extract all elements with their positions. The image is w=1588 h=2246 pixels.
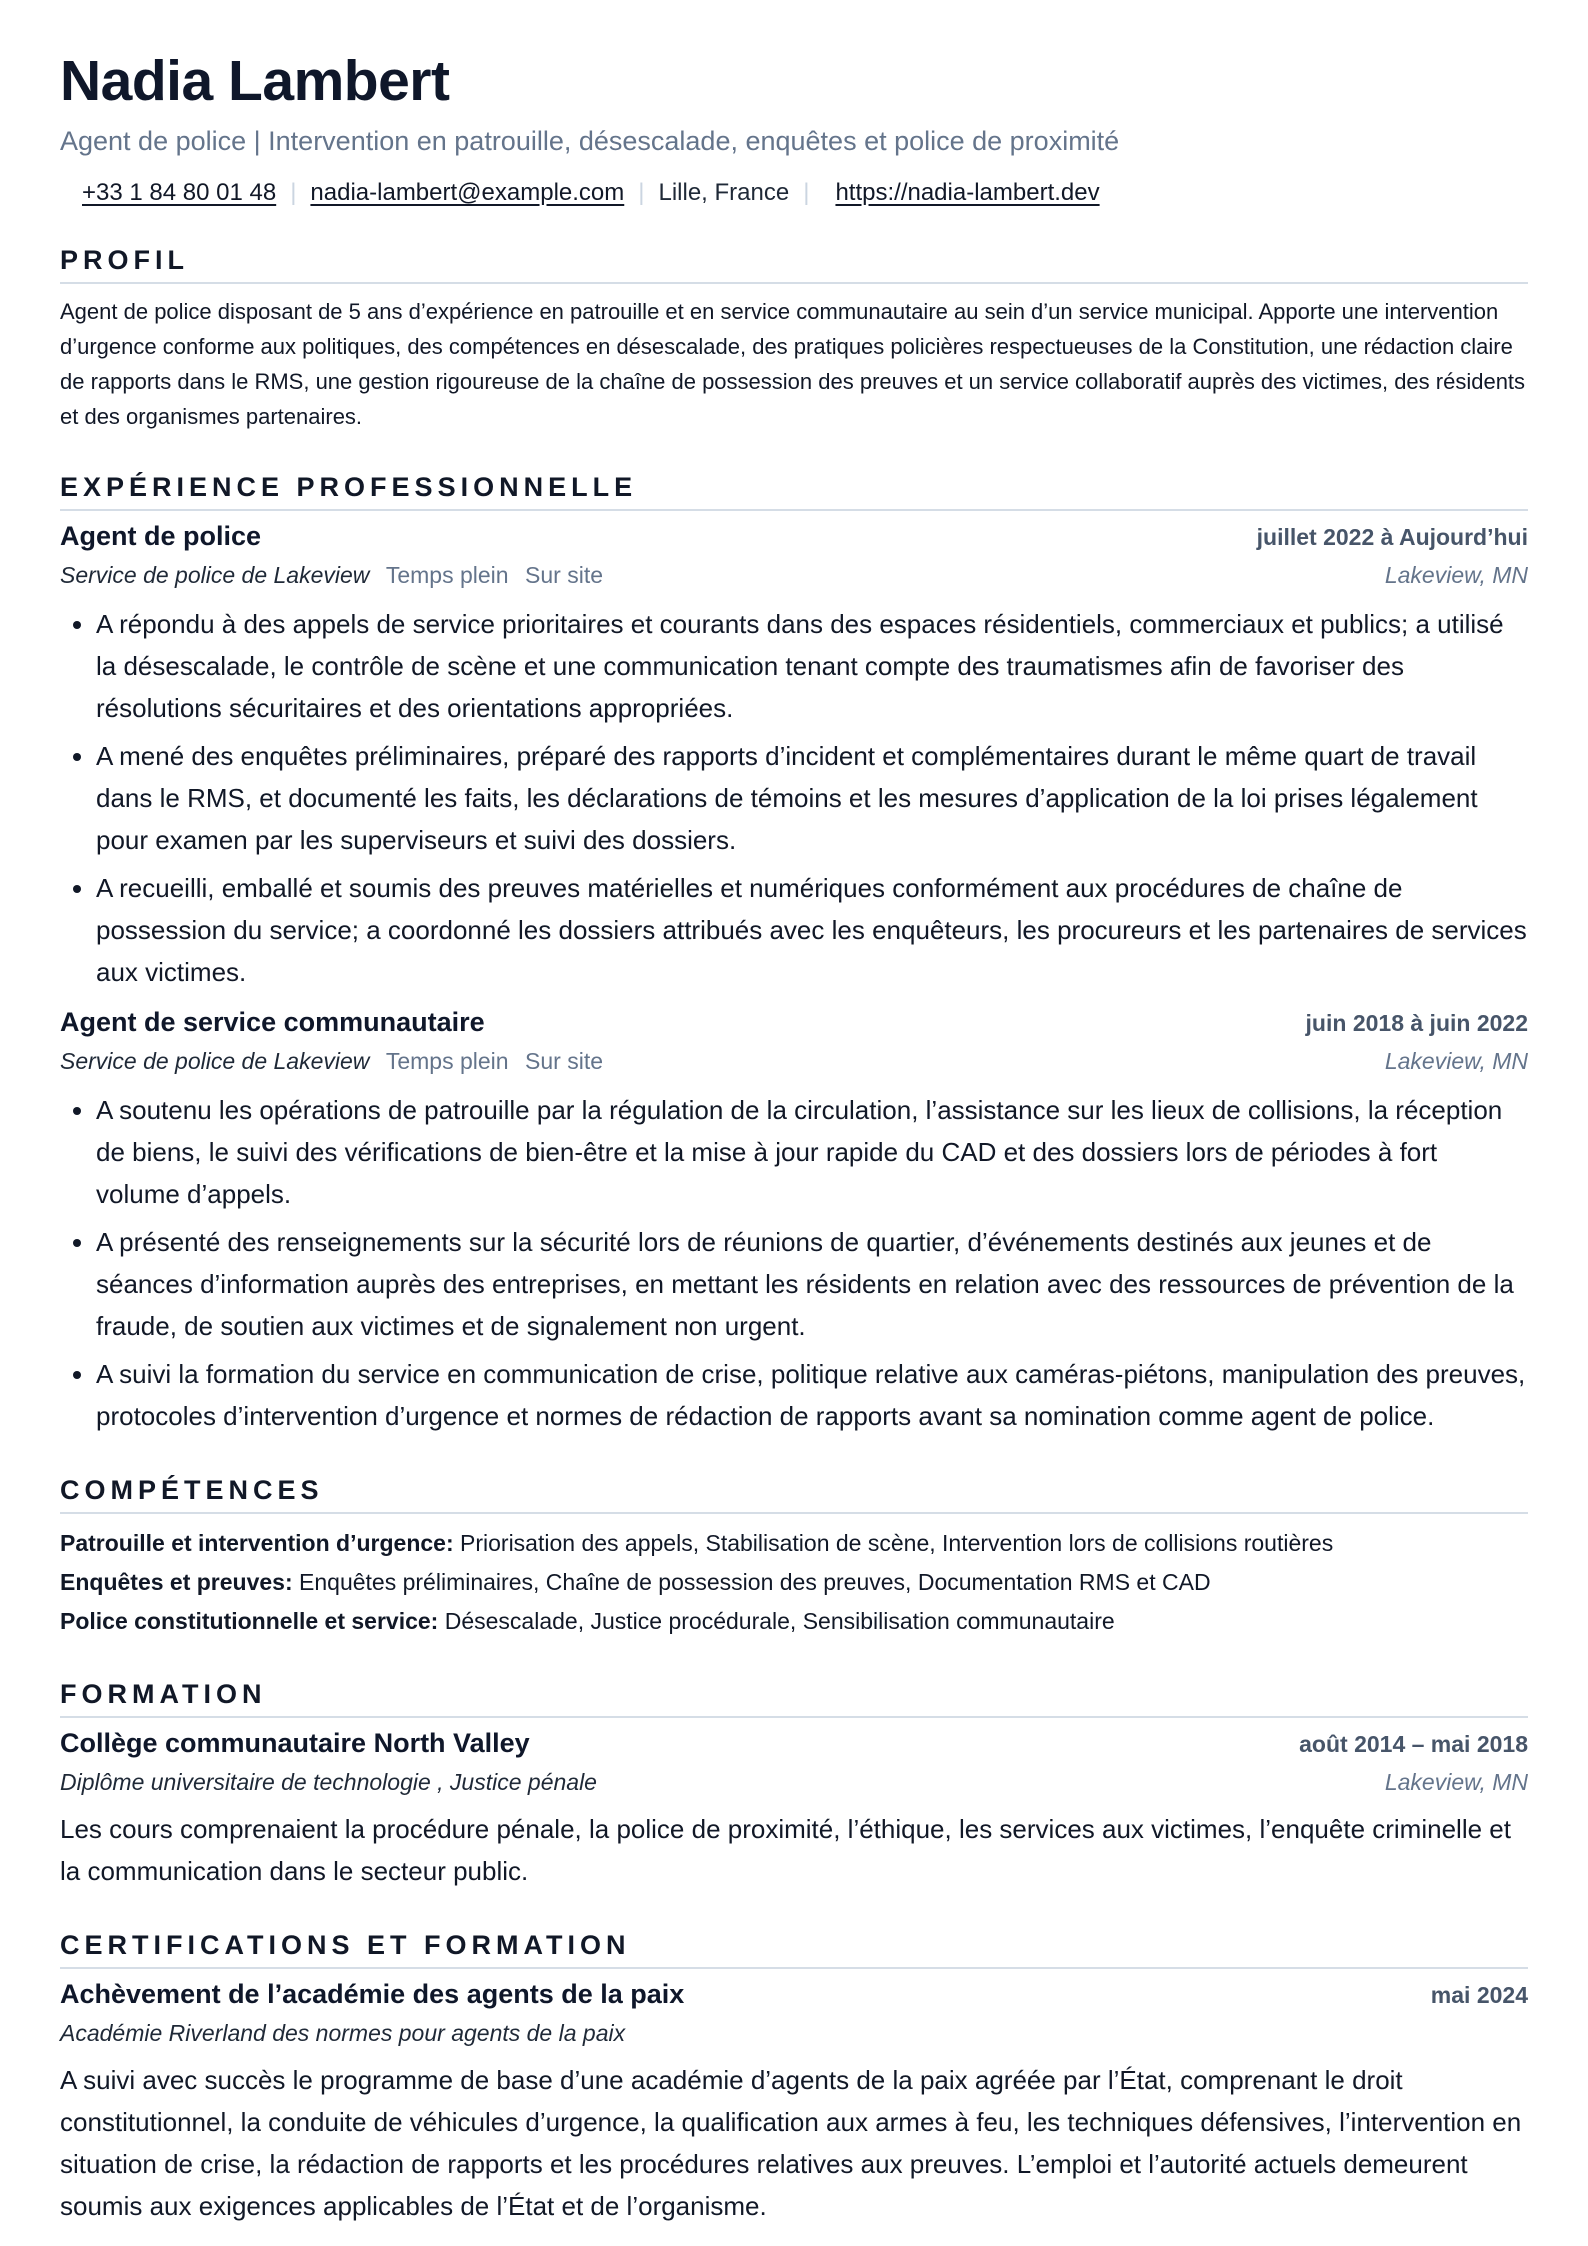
profile-summary: Agent de police disposant de 5 ans d’expérience en patrouille et en service communautaire au sein d’un service municipal. Apporte une intervention d’urgence conforme aux politiques, des compétences en désescalade, des pratiques policières respectueuses de la Constitution, une rédaction claire de rapports dans le RMS, une gestion rigoureuse de la chaîne de possession des preuves et un service collaboratif auprès des victimes, des résidents et des organismes partenaires. <box>60 299 1526 430</box>
section-title-profile: PROFIL <box>60 245 1528 284</box>
skill-group-items: Désescalade, Justice procédurale, Sensibilisation communautaire <box>444 1608 1115 1635</box>
skill-group-label: Patrouille et intervention d’urgence: <box>60 1530 454 1557</box>
contact-separator: | <box>290 179 297 207</box>
job-type: Temps plein <box>385 562 509 589</box>
job-bullet: • A recueilli, emballé et soumis des preuves matérielles et numériques conformément aux procédures de chaîne de possession du service; a coordonné les dossiers attribués avec les enquêteurs, les procureurs et les partenaires de services aux victimes. <box>96 867 1528 993</box>
resume-header <box>60 50 1528 207</box>
contact-separator: | <box>638 179 645 207</box>
job-type: Temps plein <box>385 1048 509 1075</box>
education-entry <box>60 1728 1528 1892</box>
job-location: Lakeview, MN <box>1384 562 1528 589</box>
section-title-experience: EXPÉRIENCE PROFESSIONNELLE <box>60 472 1528 511</box>
section-title-certifications: CERTIFICATIONS ET FORMATION <box>60 1930 1528 1969</box>
job-title: Agent de service communautaire <box>60 1007 485 1038</box>
job-entry <box>60 521 1528 993</box>
degree-name: Diplôme universitaire de technologie , Justice pénale <box>60 1769 597 1796</box>
education-location: Lakeview, MN <box>1384 1769 1528 1796</box>
job-bullets <box>60 1089 1528 1437</box>
location-text: Lille, France <box>658 179 790 207</box>
job-mode: Sur site <box>525 1048 604 1075</box>
certification-description: A suivi avec succès le programme de base d’une académie d’agents de la paix agréée par l’État, comprenant le droit constitutionnel, la conduite de véhicules d’urgence, la qualification aux armes à feu, les techniques défensives, l’intervention en situation de crise, la rédaction de rapports et les procédures relatives aux preuves. L’emploi et l’autorité actuels demeurent soumis aux exigences applicables de l’État et de l’organisme. <box>60 2065 1522 2222</box>
section-title-education: FORMATION <box>60 1679 1528 1718</box>
phone-link[interactable]: +33 1 84 80 01 48 <box>82 179 277 207</box>
website-link[interactable]: https://nadia-lambert.dev <box>835 179 1100 207</box>
education-section <box>60 1679 1528 1892</box>
skill-group-label: Enquêtes et preuves: <box>60 1569 293 1596</box>
skill-group <box>60 1563 1528 1602</box>
job-title: Agent de police <box>60 521 262 552</box>
job-company: Service de police de Lakeview <box>60 562 370 589</box>
email-link[interactable]: nadia-lambert@example.com <box>310 179 625 207</box>
contact-bar <box>60 179 1528 207</box>
job-location: Lakeview, MN <box>1384 1048 1528 1075</box>
job-bullets <box>60 603 1528 993</box>
job-entry <box>60 1007 1528 1437</box>
candidate-headline: Agent de police | Intervention en patrouille, désescalade, enquêtes et police de proximité <box>60 125 1120 156</box>
job-dates: juin 2018 à juin 2022 <box>1305 1010 1528 1037</box>
education-description: Les cours comprenaient la procédure pénale, la police de proximité, l’éthique, les services aux victimes, l’enquête criminelle et la communication dans le secteur public. <box>60 1814 1511 1887</box>
certification-date: mai 2024 <box>1430 1982 1528 2009</box>
job-bullet: • A présenté des renseignements sur la sécurité lors de réunions de quartier, d’événements destinés aux jeunes et de séances d’information auprès des entreprises, en mettant les résidents en relation avec des ressources de prévention de la fraude, de soutien aux victimes et de signalement non urgent. <box>96 1221 1528 1347</box>
skill-group <box>60 1524 1528 1563</box>
contact-separator: | <box>803 179 810 207</box>
certification-issuer: Académie Riverland des normes pour agents de la paix <box>60 2020 626 2047</box>
job-bullet: • A suivi la formation du service en communication de crise, politique relative aux caméras-piétons, manipulation des preuves, protocoles d’intervention d’urgence et normes de rédaction de rapports avant sa nomination comme agent de police. <box>96 1353 1528 1437</box>
certifications-section <box>60 1930 1528 2227</box>
job-company: Service de police de Lakeview <box>60 1048 370 1075</box>
profile-section <box>60 245 1528 434</box>
certification-entry <box>60 1979 1528 2227</box>
skill-group <box>60 1602 1528 1641</box>
experience-section <box>60 472 1528 1437</box>
education-dates: août 2014 – mai 2018 <box>1299 1731 1528 1758</box>
skill-group-items: Enquêtes préliminaires, Chaîne de possession des preuves, Documentation RMS et CAD <box>299 1569 1211 1596</box>
skill-group-label: Police constitutionnelle et service: <box>60 1608 439 1635</box>
job-bullet: • A mené des enquêtes préliminaires, préparé des rapports d’incident et complémentaires durant le même quart de travail dans le RMS, et documenté les faits, les déclarations de témoins et les mesures d’application de la loi prises légalement pour examen par les superviseurs et suivi des dossiers. <box>96 735 1528 861</box>
job-bullet: • A répondu à des appels de service prioritaires et courants dans des espaces résidentiels, commerciaux et publics; a utilisé la désescalade, le contrôle de scène et une communication tenant compte des traumatismes afin de favoriser des résolutions sécuritaires et des orientations appropriées. <box>96 603 1528 729</box>
job-mode: Sur site <box>525 562 604 589</box>
certification-name: Achèvement de l’académie des agents de la paix <box>60 1979 685 2010</box>
school-name: Collège communautaire North Valley <box>60 1728 530 1759</box>
section-title-skills: COMPÉTENCES <box>60 1475 1528 1514</box>
job-bullet: • A soutenu les opérations de patrouille par la régulation de la circulation, l’assistance sur les lieux de collisions, la réception de biens, le suivi des vérifications de bien-être et la mise à jour rapide du CAD et des dossiers lors de périodes à fort volume d’appels. <box>96 1089 1528 1215</box>
skills-section <box>60 1475 1528 1641</box>
candidate-name: Nadia Lambert <box>60 49 450 113</box>
job-dates: juillet 2022 à Aujourd’hui <box>1256 524 1528 551</box>
skill-group-items: Priorisation des appels, Stabilisation de scène, Intervention lors de collisions routières <box>460 1530 1334 1557</box>
